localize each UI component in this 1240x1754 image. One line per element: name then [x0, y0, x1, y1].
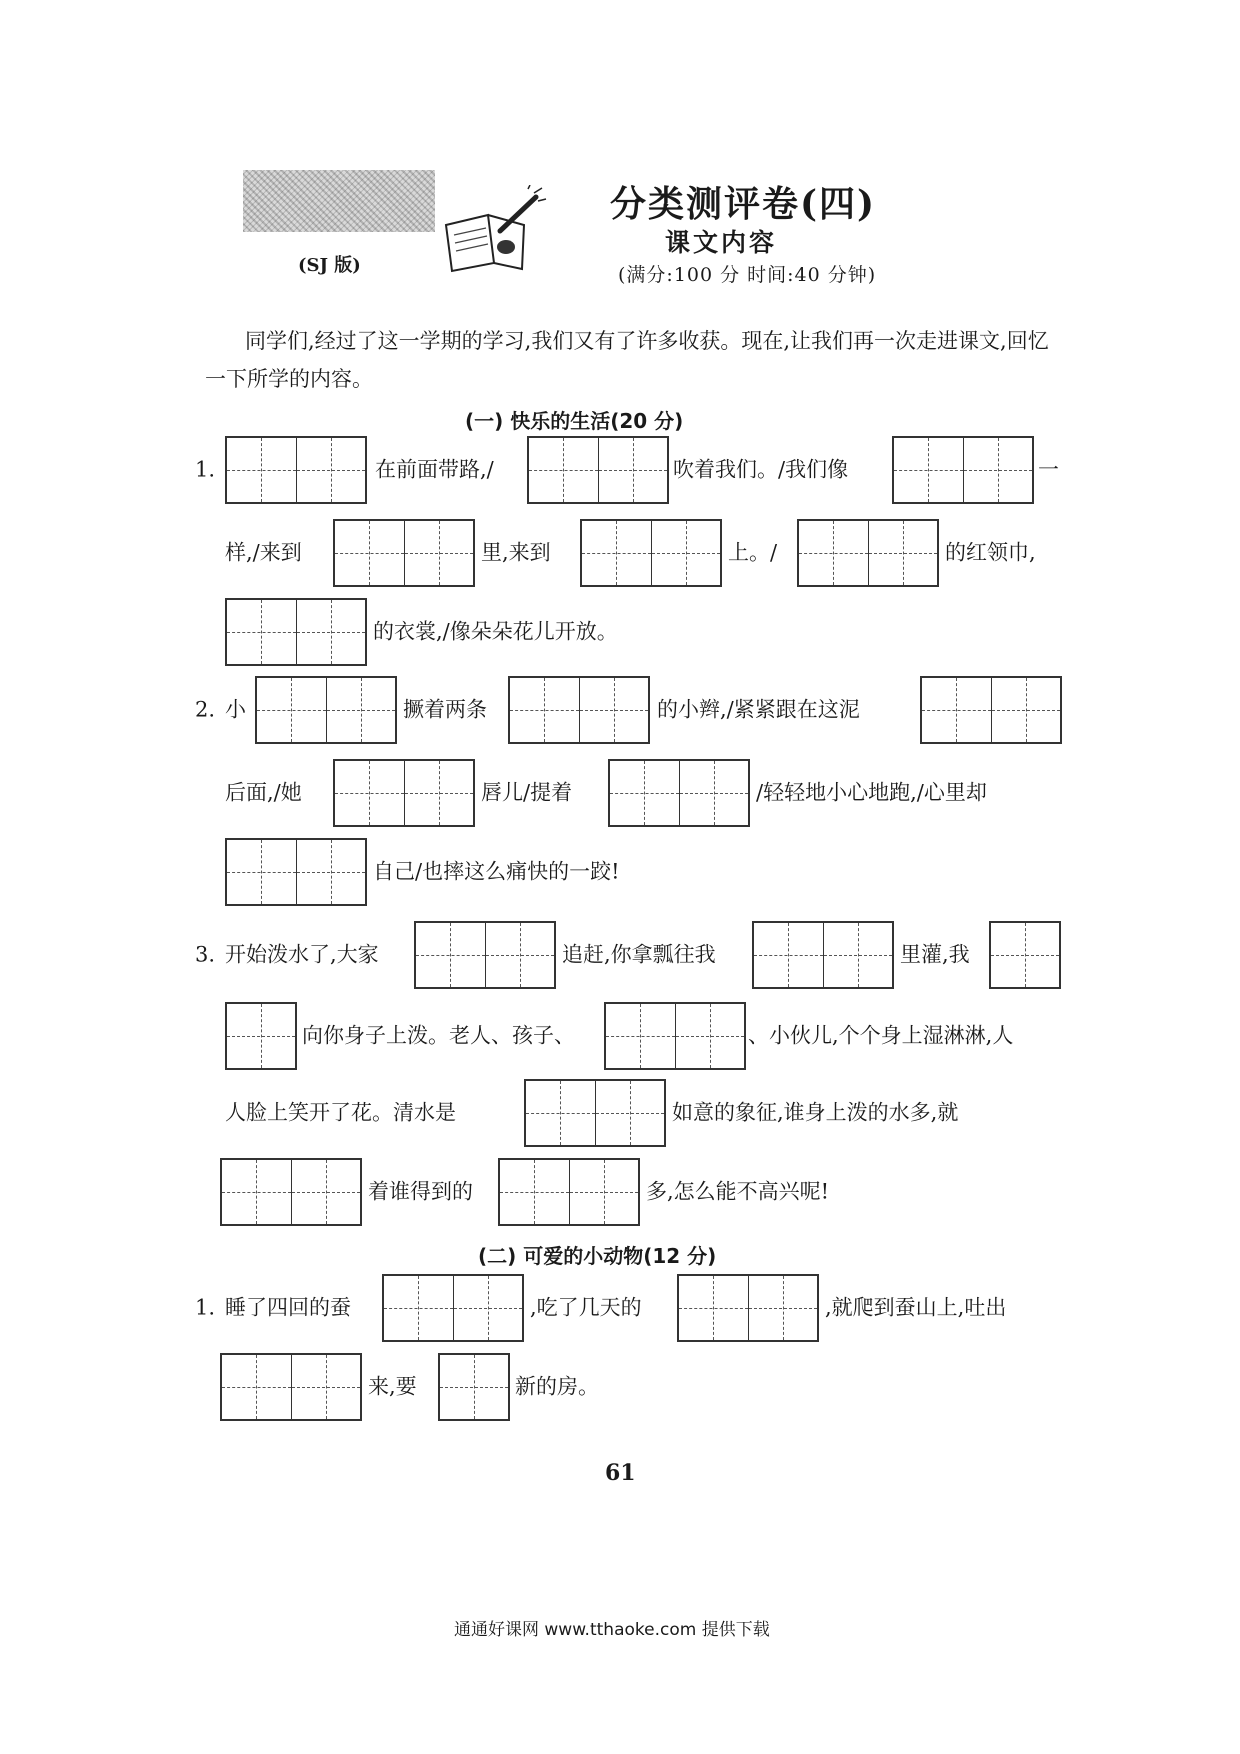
answer-box[interactable] — [382, 1274, 524, 1342]
answer-box[interactable] — [220, 1353, 362, 1421]
question-text: 向你身子上泼。老人、孩子、 — [302, 1023, 575, 1048]
answer-box[interactable] — [580, 519, 722, 587]
answer-box[interactable] — [438, 1353, 510, 1421]
question-text: 、小伙儿,个个身上湿淋淋,人 — [748, 1023, 1014, 1048]
question-text: 唇儿/提着 — [481, 780, 573, 805]
answer-box[interactable] — [604, 1002, 746, 1070]
answer-box[interactable] — [225, 436, 367, 504]
scribbled-stamp — [243, 170, 435, 232]
question-text: 样,/来到 — [225, 540, 302, 565]
question-text: 小 — [225, 697, 246, 722]
answer-box[interactable] — [677, 1274, 819, 1342]
question-number: 2. — [195, 697, 216, 722]
answer-box[interactable] — [333, 519, 475, 587]
answer-box[interactable] — [989, 921, 1061, 989]
question-text: 如意的象征,谁身上泼的水多,就 — [672, 1100, 959, 1125]
section-heading-2: (二) 可爱的小动物(12 分) — [478, 1244, 717, 1268]
answer-box[interactable] — [220, 1158, 362, 1226]
answer-box[interactable] — [920, 676, 1062, 744]
footer-credit: 通通好课网 www.tthaoke.com 提供下载 — [454, 1620, 770, 1640]
question-text: 的小辫,/紧紧跟在这泥 — [657, 697, 860, 722]
question-text: 在前面带路,/ — [375, 457, 494, 482]
answer-box[interactable] — [797, 519, 939, 587]
question-text: 的衣裳,/像朵朵花儿开放。 — [373, 619, 618, 644]
answer-box[interactable] — [225, 838, 367, 906]
answer-box[interactable] — [892, 436, 1034, 504]
question-number: 3. — [195, 942, 216, 967]
question-text: 的红领巾, — [945, 540, 1036, 565]
question-text: 上。/ — [728, 540, 778, 565]
intro-paragraph: 同学们,经过了这一学期的学习,我们又有了许多收获。现在,让我们再一次走进课文,回忆一下所学的内容。 — [205, 329, 1049, 391]
answer-box[interactable] — [508, 676, 650, 744]
question-text: 睡了四回的蚕 — [225, 1295, 351, 1320]
answer-box[interactable] — [752, 921, 894, 989]
book-with-pen-icon — [438, 185, 548, 275]
page-number: 61 — [605, 1460, 636, 1486]
question-text: 人脸上笑开了花。清水是 — [225, 1100, 456, 1125]
question-text: 里,来到 — [481, 540, 551, 565]
question-text: 新的房。 — [515, 1374, 599, 1399]
edition-label: (SJ 版) — [298, 255, 361, 276]
question-text: 开始泼水了,大家 — [225, 942, 379, 967]
question-text: 后面,/她 — [225, 780, 302, 805]
answer-box[interactable] — [498, 1158, 640, 1226]
question-number: 1. — [195, 1295, 216, 1320]
answer-box[interactable] — [225, 1002, 297, 1070]
worksheet-subtitle: 课文内容 — [665, 228, 778, 257]
question-text: 一 — [1038, 457, 1059, 482]
question-text: 撅着两条 — [403, 697, 487, 722]
question-text: 多,怎么能不高兴呢! — [646, 1179, 830, 1204]
answer-box[interactable] — [527, 436, 669, 504]
worksheet-title: 分类测评卷(四) — [610, 183, 877, 225]
question-text: ,就爬到蚕山上,吐出 — [825, 1295, 1007, 1320]
question-number: 1. — [195, 457, 216, 482]
answer-box[interactable] — [255, 676, 397, 744]
question-text: 自己/也摔这么痛快的一跤! — [373, 859, 620, 884]
section-heading-1: (一) 快乐的生活(20 分) — [465, 409, 684, 433]
question-text: 里灌,我 — [900, 942, 970, 967]
question-text: 来,要 — [368, 1374, 417, 1399]
question-text: 追赶,你拿瓢往我 — [562, 942, 716, 967]
answer-box[interactable] — [414, 921, 556, 989]
question-text: ,吃了几天的 — [530, 1295, 642, 1320]
answer-box[interactable] — [524, 1079, 666, 1147]
score-time-info: (满分:100 分 时间:40 分钟) — [618, 264, 877, 286]
answer-box[interactable] — [333, 759, 475, 827]
question-text: /轻轻地小心地跑,/心里却 — [756, 780, 987, 805]
question-text: 着谁得到的 — [368, 1179, 473, 1204]
answer-box[interactable] — [225, 598, 367, 666]
answer-box[interactable] — [608, 759, 750, 827]
question-text: 吹着我们。/我们像 — [673, 457, 849, 482]
